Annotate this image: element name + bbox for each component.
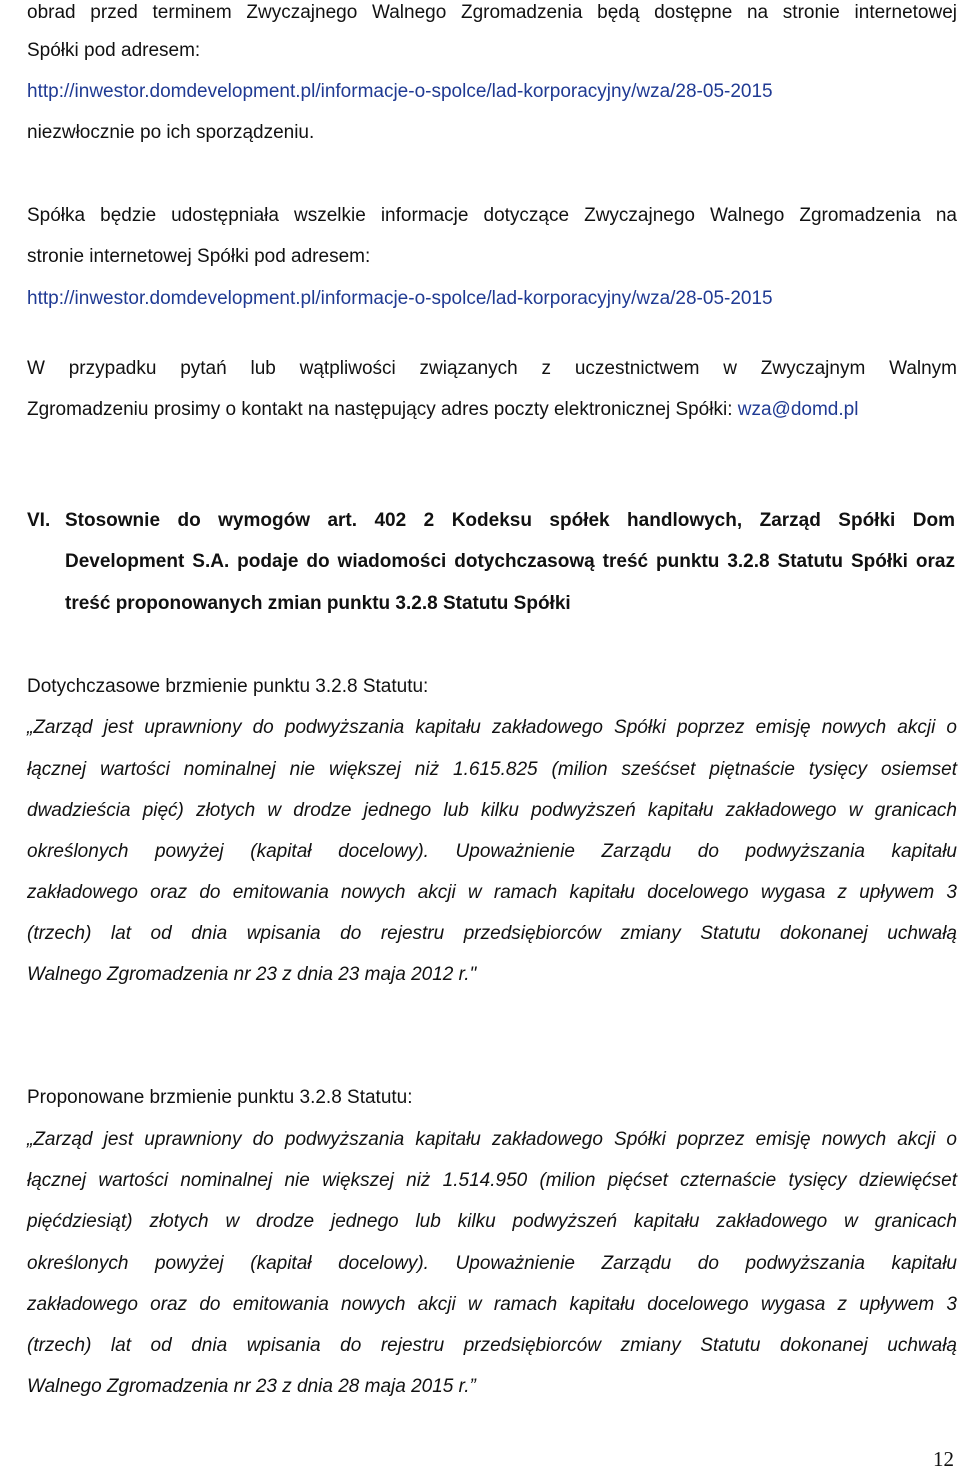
current-line: łącznej wartości nominalnej nie większej niż 1.615.825 (milion sześćset piętnaście tysięcy osiemset (27, 759, 957, 780)
para2-line2: stronie internetowej Spółki pod adresem: (27, 246, 371, 267)
section-vi-line3: treść proponowanych zmian punktu 3.2.8 Statutu Spółki (65, 593, 571, 614)
para2-link[interactable]: http://inwestor.domdevelopment.pl/informacje-o-spolce/lad-korporacyjny/wza/28-05-2015 (27, 288, 773, 309)
email-link[interactable]: wza@domd.pl (737, 399, 859, 420)
proposed-line: zakładowego oraz do emitowania nowych akcji w ramach kapitału docelowego wygasa z upływem 3 (27, 1294, 957, 1315)
section-vi-line1: Stosownie do wymogów art. 402 2 Kodeksu spółek handlowych, Zarząd Spółki Dom (65, 510, 955, 531)
para2-line1: Spółka będzie udostępniała wszelkie informacje dotyczące Zwyczajnego Walnego Zgromadzenia na (27, 205, 957, 226)
proposed-line: „Zarząd jest uprawniony do podwyższania kapitału zakładowego Spółki poprzez emisję nowych akcji o (27, 1129, 957, 1150)
para3-line1: W przypadku pytań lub wątpliwości związanych z uczestnictwem w Zwyczajnym Walnym (27, 358, 957, 379)
current-line: zakładowego oraz do emitowania nowych akcji w ramach kapitału docelowego wygasa z upływem 3 (27, 882, 957, 903)
proposed-line: łącznej wartości nominalnej nie większej niż 1.514.950 (milion pięćset czternaście tysięcy dziewięćset (27, 1170, 957, 1191)
current-line: (trzech) lat od dnia wpisania do rejestru przedsiębiorców zmiany Statutu dokonanej uchwałą (27, 923, 957, 944)
para1-link[interactable]: http://inwestor.domdevelopment.pl/informacje-o-spolce/lad-korporacyjny/wza/28-05-2015 (27, 81, 773, 102)
proposed-line: określonych powyżej (kapitał docelowy). Upoważnienie Zarządu do podwyższania kapitału (27, 1253, 957, 1274)
para3-line2-text: Zgromadzeniu prosimy o kontakt na następujący adres poczty elektronicznej Spółki: (27, 399, 738, 420)
current-line: dwadzieścia pięć) złotych w drodze jednego lub kilku podwyższeń kapitału zakładowego w granicach (27, 800, 957, 821)
para1-line4: niezwłocznie po ich sporządzeniu. (27, 122, 315, 143)
current-heading: Dotychczasowe brzmienie punktu 3.2.8 Statutu: (27, 676, 429, 697)
proposed-line: (trzech) lat od dnia wpisania do rejestru przedsiębiorców zmiany Statutu dokonanej uchwałą (27, 1335, 957, 1356)
proposed-heading: Proponowane brzmienie punktu 3.2.8 Statutu: (27, 1087, 413, 1108)
para1-line1: obrad przed terminem Zwyczajnego Walnego Zgromadzenia będą dostępne na stronie internetowej (27, 2, 957, 23)
para1-line2: Spółki pod adresem: (27, 40, 201, 61)
current-line: określonych powyżej (kapitał docelowy). Upoważnienie Zarządu do podwyższania kapitału (27, 841, 957, 862)
current-line: „Zarząd jest uprawniony do podwyższania kapitału zakładowego Spółki poprzez emisję nowych akcji o (27, 717, 957, 738)
current-line: Walnego Zgromadzenia nr 23 z dnia 23 maja 2012 r." (27, 964, 477, 985)
para3-line2 (27, 397, 957, 423)
section-vi-line2: Development S.A. podaje do wiadomości dotychczasową treść punktu 3.2.8 Statutu Spółki oraz (65, 551, 955, 572)
proposed-line: Walnego Zgromadzenia nr 23 z dnia 28 maja 2015 r.” (27, 1376, 476, 1397)
proposed-line: pięćdziesiąt) złotych w drodze jednego lub kilku podwyższeń kapitału zakładowego w granicach (27, 1211, 957, 1232)
section-number: VI. (27, 510, 51, 531)
page-number: 12 (933, 1447, 954, 1471)
